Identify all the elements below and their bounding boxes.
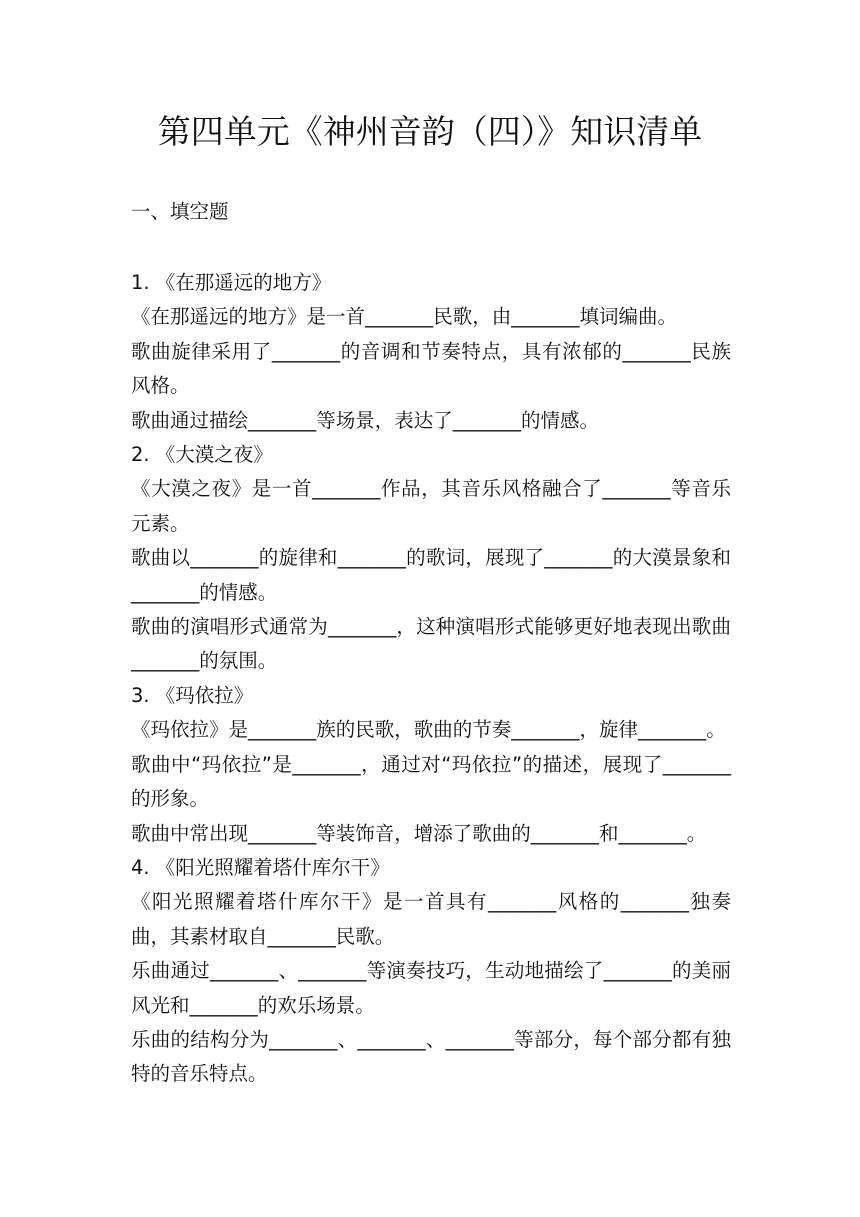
item-heading: 3. 《玛依拉》 (131, 683, 254, 707)
item-line: 歌曲中常出现_______等装饰音，增添了歌曲的_______和_______。 (131, 821, 707, 845)
item-heading: 4. 《阳光照耀着塔什库尔干》 (131, 855, 390, 879)
item-line: 歌曲的演唱形式通常为_______，这种演唱形式能够更好地表现出歌曲_______的氛围。 (131, 615, 731, 673)
item-line: 《在那遥远的地方》是一首_______民歌，由_______填词编曲。 (131, 305, 678, 329)
item-line: 歌曲旋律采用了_______的音调和节奏特点，具有浓郁的_______民族风格。 (131, 339, 731, 398)
item-line: 歌曲中“玛依拉”是_______，通过对“玛依拉”的描述，展现了_______的形象。 (131, 752, 731, 811)
item-line: 歌曲通过描绘_______等场景，表达了_______的情感。 (131, 408, 600, 432)
item-line: 乐曲的结构分为_______、_______、_______等部分，每个部分都有独特的音乐特点。 (131, 1027, 731, 1086)
item-line: 《玛依拉》是_______族的民歌，歌曲的节奏_______，旋律_______。 (131, 718, 726, 742)
item-line: 《大漠之夜》是一首_______作品，其音乐风格融合了_______等音乐元素。 (131, 477, 731, 535)
item-line: 乐曲通过_______、_______等演奏技巧，生动地描绘了_______的美丽风光和_______的欢乐场景。 (131, 959, 731, 1017)
section-heading: 一、填空题 (131, 200, 229, 223)
item-line: 歌曲以_______的旋律和_______的歌词，展现了_______的大漠景象和_______的情感。 (131, 546, 731, 604)
item-heading: 1. 《在那遥远的地方》 (131, 271, 332, 294)
item-line: 《阳光照耀着塔什库尔干》是一首具有_______风格的_______独奏曲，其素材取自_______民歌。 (131, 890, 731, 948)
item-heading: 2. 《大漠之夜》 (131, 443, 273, 467)
page-title: 第四单元《神州音韵（四）》知识清单 (157, 112, 703, 151)
question-list (131, 266, 731, 1092)
